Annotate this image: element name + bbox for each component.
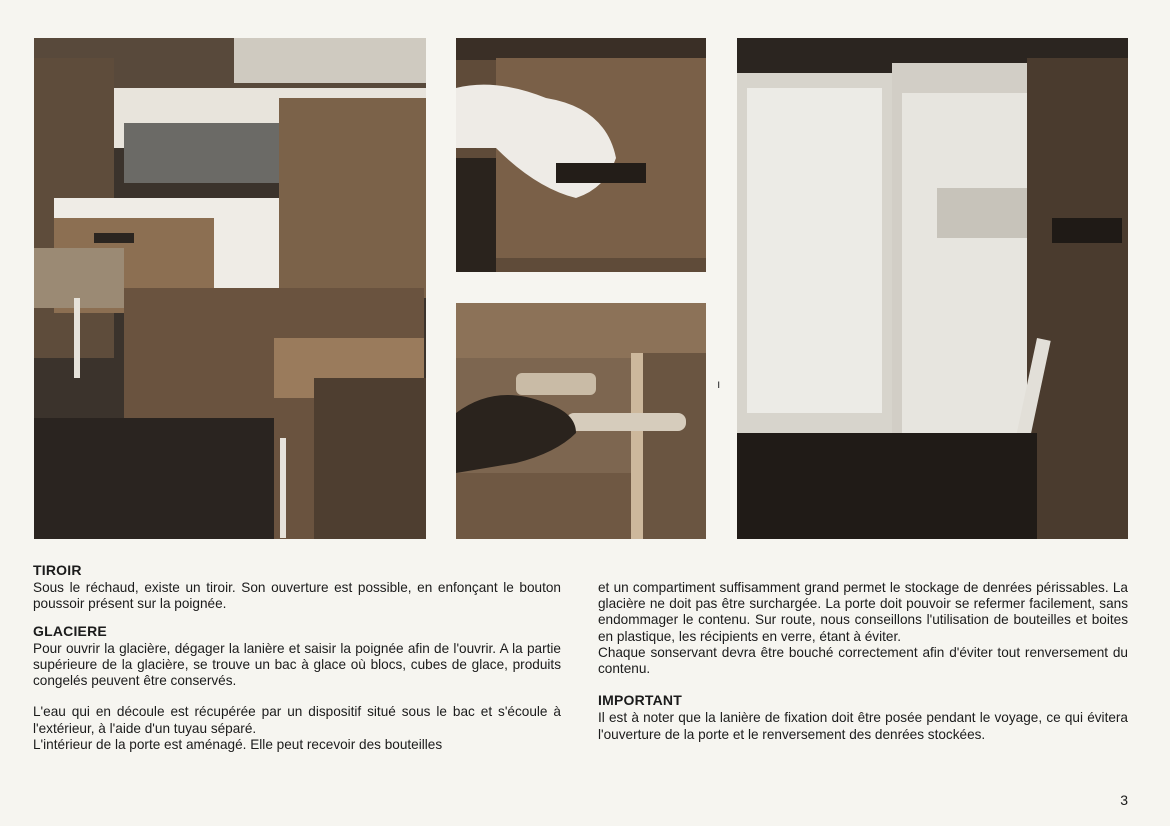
hand-handle-photo — [456, 38, 706, 272]
strap-photo-graphic — [456, 303, 706, 539]
strap-photo — [456, 303, 706, 539]
drawer-photo-graphic — [34, 38, 426, 539]
tiroir-text: Sous le réchaud, existe un tiroir. Son ouverture est possible, en enfonçant le bouton poussoir présent sur la poignée. — [33, 580, 561, 612]
water-drain-text: L'eau qui en découle est récupérée par un dispositif situé sous le bac et s'écoule à l'extérieur, à l'aide d'un tuyau séparé. — [33, 704, 561, 736]
tiroir-heading: TIROIR — [33, 562, 82, 578]
hand-handle-photo-graphic — [456, 38, 706, 272]
page-number: 3 — [1120, 792, 1128, 808]
glaciere-heading: GLACIERE — [33, 622, 107, 639]
stray-mark: ı — [717, 377, 721, 391]
important-heading: IMPORTANT — [598, 692, 682, 709]
right-column — [598, 580, 1128, 743]
important-text: Il est à noter que la lanière de fixation doit être posée pendant le voyage, ce qui évitera l'ouverture de la porte et le renversement des denrées stockées. — [598, 710, 1128, 742]
left-column — [33, 562, 561, 753]
drawer-photo — [34, 38, 426, 539]
open-icebox-photo — [737, 38, 1128, 539]
door-interior-text: L'intérieur de la porte est aménagé. Elle peut recevoir des bouteilles — [33, 736, 443, 752]
continued-text: et un compartiment suffisamment grand permet le stockage de denrées périssables. La glacière ne doit pas être surchargée. La porte doit pouvoir se refermer facilement, sans endommager le contenu. Sur route, nous conseillons l'utilisation de bouteilles et boites en plastique, les récipients en verre, étant à éviter. — [598, 580, 1128, 644]
bottle-closure-text: Chaque sonservant devra être bouché correctement afin d'éviter tout renversement du contenu. — [598, 644, 1128, 677]
open-icebox-photo-graphic — [737, 38, 1128, 539]
glaciere-text: Pour ouvrir la glacière, dégager la lanière et saisir la poignée afin de l'ouvrir. A la partie supérieure de la glacière, se trouve un bac à glace où blocs, cubes de glace, produits congelés peuvent être conservés. — [33, 640, 561, 689]
